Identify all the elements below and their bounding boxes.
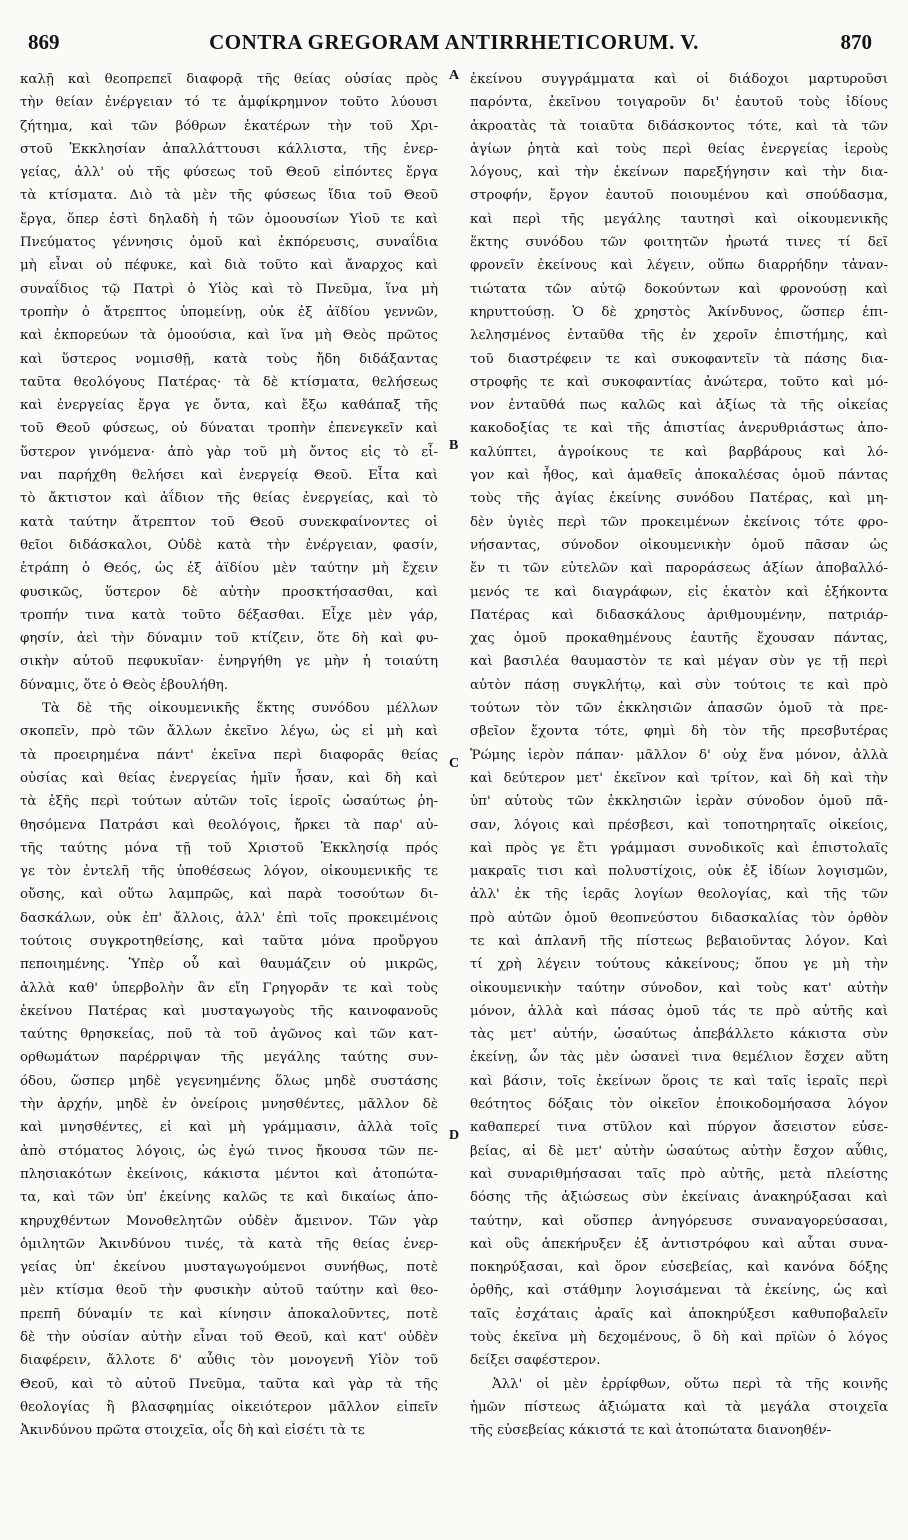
left-column-line: δὲ τὴν οὐσίαν αὐτὴν εἶναι τοῦ Θεοῦ, καὶ κατ' οὐδὲν xyxy=(20,1330,438,1346)
right-column-line: ποκηρύξασαι, καὶ ὅρον εὐσεβείας, καὶ κανόνα δόξης xyxy=(470,1260,888,1276)
right-column-line: τούτων τὸν τῶν ἐκκλησιῶν ἁπασῶν ὁμοῦ τὰ πρε- xyxy=(470,701,888,717)
left-column-line: σκοπεῖν, πρὸ τῶν ἄλλων ἐκεῖνο λέγω, ὡς εἰ μὴ καὶ xyxy=(20,724,438,740)
margin-letter-b: B xyxy=(449,438,459,453)
left-column-line: θησόμενα Πατράσι καὶ θεολόγοις, ἤρκει τὰ παρ' αὐ- xyxy=(20,817,438,833)
right-column-line: καὶ βασιλέα θαυμαστὸν τε καὶ μέγαν σὺν γε τῇ περὶ xyxy=(470,654,888,670)
right-column-line: πρὸ αὐτῶν ὁμοῦ θεοπνεύστου διδασκαλίας τὸν ὀρθὸν xyxy=(470,910,888,926)
left-column-line: γείας, ἀλλ' οὐ τῆς φύσεως τοῦ Θεοῦ εἰπόντες ἔργα xyxy=(20,165,438,181)
right-column-line: καὶ περὶ τῆς μεγάλης ταυτησὶ καὶ οἰκουμενικῆς xyxy=(470,211,888,227)
right-column-line: καθαπερεί τινα στῦλον καὶ πύργον ἄσειστον εὐσε- xyxy=(470,1120,888,1136)
left-column-line: τροπὴν ὁ ἄτρεπτος ὑπομείνῃ, οὐκ ἐξ ἀϊδίου γεννῶν, xyxy=(20,304,438,320)
right-column xyxy=(470,68,888,1443)
right-column-line: ταύτην, καὶ οὕσπερ ἀνηγόρευσε συναναγορεύσασαι, xyxy=(470,1213,888,1229)
right-column-line: χας ὁμοῦ προκαθημένους ἑαυτῆς ἔχουσαν πάντας, xyxy=(470,631,888,647)
right-column-line: ταῖς ἐσχάταις ἀραῖς καὶ ἀποκηρύξεσι καθυποβαλεῖν xyxy=(470,1306,888,1322)
left-column-line: καὶ ἐκπορεύων τὰ ὁμοούσια, καὶ ἵνα μὴ Θεὸς πρῶτος xyxy=(20,328,438,344)
right-column-line: ἕκτης συνόδου τῶν φοιτητῶν ἠρωτά τινες τί δεῖ xyxy=(470,235,888,251)
right-column-line: τὰς μετ' αὐτήν, ὡσαύτως ἀπεβάλλετο κάκιστα σὺν xyxy=(470,1027,888,1043)
margin-letter-d: D xyxy=(449,1128,460,1143)
left-column-line: τοῦ Θεοῦ φύσεως, οὐ δύναται τροπὴν ἐπενεγκεῖν καὶ xyxy=(20,421,438,437)
right-column-line: ἡμῶν πίστεως ἀξιώματα καὶ τὰ μεγάλα στοιχεῖα xyxy=(470,1399,888,1415)
right-column-line: καὶ συναριθμήσασαι ταῖς πρὸ αὐτῆς, μετὰ πλείστης xyxy=(470,1166,888,1182)
margin-letter-c: C xyxy=(449,756,460,771)
right-column-line: μενός τε καὶ διαγράφων, εἰς ἑκατὸν καὶ ἑξήκοντα xyxy=(470,584,888,600)
left-column xyxy=(20,68,438,1443)
left-column-line: τὴν θείαν ἐνέργειαν τό τε ἀμφίκρημνον τοῦτο λύουσι xyxy=(20,95,438,111)
left-column-line: Τὰ δὲ τῆς οἰκουμενικῆς ἕκτης συνόδου μέλλων xyxy=(42,701,438,717)
right-column-line: ἔν τι τῶν εὐτελῶν καὶ παροράσεως ἀξίων ἀποβαλλό- xyxy=(470,561,888,577)
left-column-line: θεῖοι διδάσκαλοι, Οὐδὲ κατὰ τὴν ἐνέργειαν, φασίν, xyxy=(20,537,438,553)
right-column-line: κακοδοξίας τε καὶ τῆς ἀπιστίας ἀνερυθριάστως ἀπο- xyxy=(470,421,888,437)
left-column-line: φυσικῶς, ὕστερον δὲ αὐτὴν προσκτήσασθαι, καὶ xyxy=(20,584,438,600)
page-number-right: 870 xyxy=(840,30,872,54)
right-column-line: τε καὶ ἀπλανῆ τῆς πίστεως βεβαιοῦντας λόγον. Καὶ xyxy=(470,933,888,949)
right-column-line: καλύπτει, ἀγροίκους τε καὶ βαρβάρους καὶ λό- xyxy=(470,444,888,460)
right-column-line: τί χρὴ λέγειν τούτους κἀκείνους; ὅπου γε μὴ τὴν xyxy=(470,957,888,973)
right-column-line: στροφῆς τε καὶ συκοφαντίας ἀνώτερα, τοῦτο καὶ μό- xyxy=(470,374,888,390)
left-column-line: τὰ ἑξῆς περὶ τούτων αὐτῶν τοῖς ἱεροῖς ὡσαύτως ῥη- xyxy=(20,794,438,810)
right-column-line: τοὺς ἐκεῖνα μὴ δεχομένους, ὃ δὴ καὶ πρϊὼν ὁ λόγος xyxy=(470,1330,888,1346)
right-column-line: τῆς εὐσεβείας κάκιστά τε καὶ ἀτοπώτατα διανοηθέν- xyxy=(470,1423,832,1439)
right-column-line: ἁγίων ῥητὰ καὶ τοὺς περὶ θείας ἐνεργείας ἱεροὺς xyxy=(470,141,888,157)
left-column-line: πεποιημένης. Ὑπὲρ οὗ καὶ θαυμάζειν οὐ μικρῶς, xyxy=(20,957,438,973)
left-column-line: ταῦτα θεολόγους Πατέρας· τὰ δὲ κτίσματα, θελήσεως xyxy=(20,374,438,390)
left-column-line: Ἀκινδύνου πρῶτα στοιχεῖα, οἷς δὴ καὶ εἰσέτι τὰ τε xyxy=(20,1423,365,1439)
left-column-line: ἀλλὰ καθ' ὑπερβολὴν ἂν εἴη Γρηγορᾶν τε καὶ τοὺς xyxy=(20,980,438,996)
left-column-line: καὶ ἐνεργείας ἔργα γε ὄντα, καὶ ἔξω καθάπαξ τῆς xyxy=(20,398,438,414)
left-column-line: τῆς ταύτης μόνα τῇ τοῦ Χριστοῦ Ἐκκλησίᾳ πρός xyxy=(20,840,438,856)
right-column-line: ἐκείνου συγγράμματα καὶ οἱ διάδοχοι μαρτυροῦσι xyxy=(470,72,888,87)
right-column-line: ἀλλ' ἐκ τῆς ἱερᾶς λογίων θεολογίας, καὶ τῆς τῶν xyxy=(470,887,888,903)
right-column-line: θεότητος δόξαις τὸν οἰκεῖον ἐποικοδομήσασα λόγον xyxy=(470,1097,888,1113)
right-column-line: στροφήν, ἔργον ἑαυτοῦ ποιουμένου καὶ σπούδασμα, xyxy=(470,188,888,204)
running-header xyxy=(22,30,886,60)
right-column-line: νήσαντας, σύνοδον οἰκουμενικὴν ὁμοῦ πᾶσαν ὡς xyxy=(470,537,888,553)
margin-letter-a: A xyxy=(449,68,460,83)
left-column-line: δύναμις, ὅτε ὁ Θεὸς ἐβουλήθη. xyxy=(20,677,229,693)
left-column-line: ταύτης θρησκείας, ποῦ τὰ τοῦ ἀγῶνος καὶ τῶν κατ- xyxy=(20,1027,438,1043)
left-column-line: τὴν ἀρχήν, μηδὲ ἐν ὀνείροις μνησθέντες, μᾶλλον δὲ xyxy=(20,1097,438,1113)
left-column-line: ορθωμάτων παρέρριψαν τῆς μεγάλης ταύτης συν- xyxy=(20,1050,438,1066)
right-column-line: καὶ πρὸς γε ἔτι γράμμασι συνοδικοῖς καὶ ἐπιστολαῖς xyxy=(470,840,888,856)
left-column-line: δασκάλων, οὐκ ἐπ' ἄλλοις, ἀλλ' ἐπὶ τοῖς προκειμένοις xyxy=(20,910,438,926)
left-column-line: τα, καὶ τῶν ὑπ' ἐκείνης καλῶς τε καὶ δικαίως ἀπο- xyxy=(20,1190,438,1206)
right-column-line: γον καὶ ἦθος, καὶ ἀμαθεῖς ἀποκαλέσας ὁμοῦ πάντας xyxy=(470,468,888,484)
left-column-line: διαφέρειν, ἄλλοτε δ' αὖθις τὸν μονογενῆ Υἱὸν τοῦ xyxy=(20,1353,438,1369)
left-column-line: καὶ ὕστερος νομισθῇ, κατὰ τοὺς ἤδη διδάξαντας xyxy=(20,351,438,367)
left-column-line: ζήτημα, καὶ τῶν βόθρων ἑκατέρων τὴν τοῦ Χρι- xyxy=(20,118,438,134)
right-column-line: τοῦ διαστρέφειν τε καὶ συκοφαντεῖν τὰ πάσης δια- xyxy=(470,351,888,367)
left-column-line: οὐσίας καὶ θείας ἐνεργείας ἡμῖν ἦσαν, καὶ δὴ καὶ xyxy=(20,770,438,786)
left-column-line: γε τὸν ἐντελῆ τῆς ὑποθέσεως λόγον, οἰκουμενικῆς τε xyxy=(20,864,438,880)
right-column-line: Πατέρας καὶ διδασκάλους ἀριθμουμένην, πατριάρ- xyxy=(470,607,888,623)
left-column-line: Θεοῦ, καὶ τὸ αὐτοῦ Πνεῦμα, ταῦτα καὶ γὰρ τὰ τῆς xyxy=(20,1376,438,1392)
left-column-line: σικὴν αὐτοῦ πεφυκυῖαν· ἐνηργήθη γε μὴν ἡ τοιαύτη xyxy=(20,654,438,670)
right-column-line: Ῥώμης ἱερὸν πάπαν· μᾶλλον δ' οὐχ ἕνα μόνον, ἀλλὰ xyxy=(470,747,888,763)
right-column-line: λελησμένος ἐνταῦθα τῆς ἐν χεροῖν ἐπιστήμης, καὶ xyxy=(470,328,888,344)
left-column-line: πλησιακότων ἐκείνοις, κάκιστα μέντοι καὶ ἀτοπώτα- xyxy=(20,1166,438,1182)
right-column-line: φρονεῖν ἐκείνους καὶ λέγειν, οὕπω διαρρήδην τἀναν- xyxy=(470,258,888,274)
right-column-line: Ἀλλ' οἱ μὲν ἐρρίφθων, οὕτω περὶ τὰ τῆς κοινῆς xyxy=(492,1376,888,1392)
right-column-line: ἐκείνῃ, ὧν τὰς μὲν ὡσανεὶ τινα θεμέλιον ἔσχεν αὕτη xyxy=(470,1050,888,1066)
left-column-line: συναΐδιος τῷ Πατρὶ ὁ Υἱὸς καὶ τὸ Πνεῦμα, ἵνα μὴ xyxy=(20,281,438,297)
left-column-line: καλῇ καὶ θεοπρεπεῖ διαφορᾷ τῆς θείας οὐσίας πρὸς xyxy=(20,72,438,87)
right-column-line: παρόντα, ἐκεῖνου τοιγαροῦν δι' ἑαυτοῦ τοὺς ἰδίους xyxy=(470,95,888,111)
right-column-line: ἀκροατὰς τὰ τοιαῦτα διδάσκοντος τότε, καὶ τὰ τῶν xyxy=(470,118,888,134)
left-column-line: ὁμιλητῶν Ἀκινδύνου τινές, τὰ κατὰ τῆς θείας ἐνερ- xyxy=(20,1236,438,1252)
right-column-line: καὶ οὓς ἀπεκήρυξεν ἐξ ἀντιστρόφου καὶ αὗται συνα- xyxy=(470,1236,888,1252)
left-column-line: καὶ μνησθέντες, εἰ καὶ μὴ γράμμασιν, ἀλλὰ τοῖς xyxy=(20,1120,438,1136)
left-column-line: στοῦ Ἐκκλησίαν ἀπαλλάττουσι κάλλιστα, τῆς ἐνερ- xyxy=(20,141,438,157)
page-number-left: 869 xyxy=(28,30,60,54)
left-column-line: ἐτράπη ὁ Θεός, ὡς ἐξ ἀϊδίου μὲν ταύτην μὴ ἔχειν xyxy=(20,561,438,577)
left-column-line: γείας ὑπ' ἐκείνου μυσταγωγούμενοι συνήθως, ποτὲ xyxy=(20,1260,438,1276)
left-column-line: θεολογίας ἢ βλασφημίας οἰκειότερον μᾶλλον εἰπεῖν xyxy=(20,1399,438,1415)
left-column-line: πρεπῆ δύναμίν τε καὶ κίνησιν ἀποκαλοῦντες, ποτὲ xyxy=(20,1306,438,1322)
left-column-line: τροπήν τινα κατὰ τοῦτο δέξασθαι. Εἶχε μὲν γάρ, xyxy=(20,607,438,623)
left-column-line: όδου, ὥσπερ μηδὲ γεγενημένης ὅλως μηδὲ συστάσης xyxy=(20,1073,438,1089)
left-column-line: τούτοις συγκροτηθείσης, καὶ ταῦτα μόνα προὔργου xyxy=(20,933,438,949)
right-column-line: μακραῖς τισι καὶ πολυστίχοις, οὐκ ἐξ ἰδίων λογισμῶν, xyxy=(470,864,888,880)
left-column-line: φησίν, ἀεὶ τὴν δύναμιν τοῦ κτίζειν, ὅτε δὴ καὶ φυ- xyxy=(20,631,438,647)
right-column-line: δείξει σαφέστερον. xyxy=(470,1353,601,1369)
right-column-line: δὲν ὑγιὲς περὶ τῶν προκειμένων ἐκείνοις τότε φρο- xyxy=(470,514,888,530)
left-column-line: ναι παρήχθη θελήσει καὶ ἐνεργείᾳ Θεοῦ. Εἶτα καὶ xyxy=(20,468,438,484)
left-column-line: τὰ κτίσματα. Διὸ τὰ μὲν τῆς φύσεως ἴδια τοῦ Θεοῦ xyxy=(20,188,438,204)
left-column-line: ὕστερον γινόμενα· ἀπὸ γὰρ τοῦ μὴ ὄντος εἰς τὸ εἶ- xyxy=(20,444,438,460)
left-column-line: κατὰ ταύτην ἄτρεπτον τοῦ Θεοῦ συνεκφαίνοντες οἱ xyxy=(20,514,438,530)
right-column-line: τιώτατα τῶν αὐτῷ δοκούντων καὶ φρονούσῃ καὶ xyxy=(470,281,888,297)
right-column-line: καὶ βάσιν, τοῖς ἐκείνων ὅροις τε καὶ ταῖς ἱεραῖς περὶ xyxy=(470,1073,888,1089)
right-column-line: οἰκουμενικὴν ταύτην σύνοδον, καὶ τοὺς κατ' αὐτὴν xyxy=(470,980,888,996)
right-column-line: μόνον, ἀλλὰ καὶ πάσας ὁμοῦ τάς τε πρὸ αὐτῆς καὶ xyxy=(470,1003,888,1019)
left-column-line: τὸ ἄκτιστον καὶ ἀΐδιον τῆς θείας ἐνεργείας, καὶ τὸ xyxy=(20,491,438,507)
left-column-line: οὔσης, καὶ οὕτω λαμπρῶς, καὶ παρὰ τοσούτων δι- xyxy=(20,887,438,903)
left-column-line: κηρυχθέντων Μονοθελητῶν οὐδὲν ἄμεινον. Τῶν γὰρ xyxy=(20,1213,438,1229)
right-column-line: ὑπ' αὐτοὺς τῶν ἐκκλησιῶν ἱερὰν σύνοδον ὁμοῦ πᾶ- xyxy=(470,794,888,810)
left-column-line: Πνεύματος γέννησις ὁμοῦ καὶ ἐκπόρευσις, συναΐδια xyxy=(20,235,438,251)
left-column-line: ἐκείνου Πατέρας καὶ μυσταγωγοὺς τῆς καινοφανοῦς xyxy=(20,1003,438,1019)
right-column-line: τοὺς τῆς ἁγίας ἐκείνης συνόδου Πατέρας, καὶ μη- xyxy=(470,491,888,507)
right-column-line: λόγους, καὶ τὴν ἐκείνων παρεξήγησιν καὶ τὴν δια- xyxy=(470,165,888,181)
left-column-line: ἀπὸ στόματος λόγοις, ὡς ἐγώ τινος ἤκουσα τῶν πε- xyxy=(20,1143,438,1159)
right-column-line: νον ἐνταῦθά πως καλῶς καὶ ἀξίως τὰ τῆς οἰκείας xyxy=(470,398,888,414)
right-column-line: καὶ δεύτερον μετ' ἐκεῖνον καὶ τρίτον, καὶ δὴ καὶ τὴν xyxy=(470,770,888,786)
right-column-line: αὐτὸν πάσῃ συγκλήτῳ, καὶ σὺν τούτοις τε καὶ πρὸ xyxy=(470,677,888,693)
right-column-line: σαν, λόγοις καὶ πρέσβεσι, καὶ τοποτηρηταῖς οἰκείοις, xyxy=(470,817,888,833)
left-column-line: τὰ προειρημένα πάντ' ἐκεῖνα περὶ διαφορᾶς θείας xyxy=(20,747,438,763)
right-column-line: κηρυττούσῃ. Ὁ δὲ χρηστὸς Ἀκίνδυνος, ὥσπερ ἐπι- xyxy=(470,304,888,320)
right-column-line: δόσης τῆς ἀξιώσεως σὺν ἐκείναις ἀνακηρύξασαι καὶ xyxy=(470,1190,888,1206)
left-column-line: μὴ εἶναι οὐ πέφυκε, καὶ διὰ τοῦτο καὶ ἄναρχος καὶ xyxy=(20,258,438,274)
right-column-line: βείας, αἱ δὲ μετ' αὐτὴν ὡσαύτως αὐτὴν ἔσχον αὖθις, xyxy=(470,1143,888,1159)
left-column-line: μὲν κτίσμα θεοῦ τὴν φυσικὴν αὐτοῦ ταύτην καὶ θεο- xyxy=(20,1283,438,1299)
right-column-line: ὀρθῆς, καὶ στάθμην λογισάμεναι τὰ ἐκείνης, ὡς καὶ xyxy=(470,1283,888,1299)
running-title: CONTRA GREGORAM ANTIRRHETICORUM. V. xyxy=(209,30,699,54)
left-column-line: ἔργα, ὅπερ ἐστὶ δηλαδὴ ἡ τῶν ὁμοουσίων Υἱοῦ τε καὶ xyxy=(20,211,438,227)
right-column-line: σβεῖον ἔχοντα τότε, φημὶ δὴ τὸν τῆς πρεσβυτέρας xyxy=(470,724,888,740)
